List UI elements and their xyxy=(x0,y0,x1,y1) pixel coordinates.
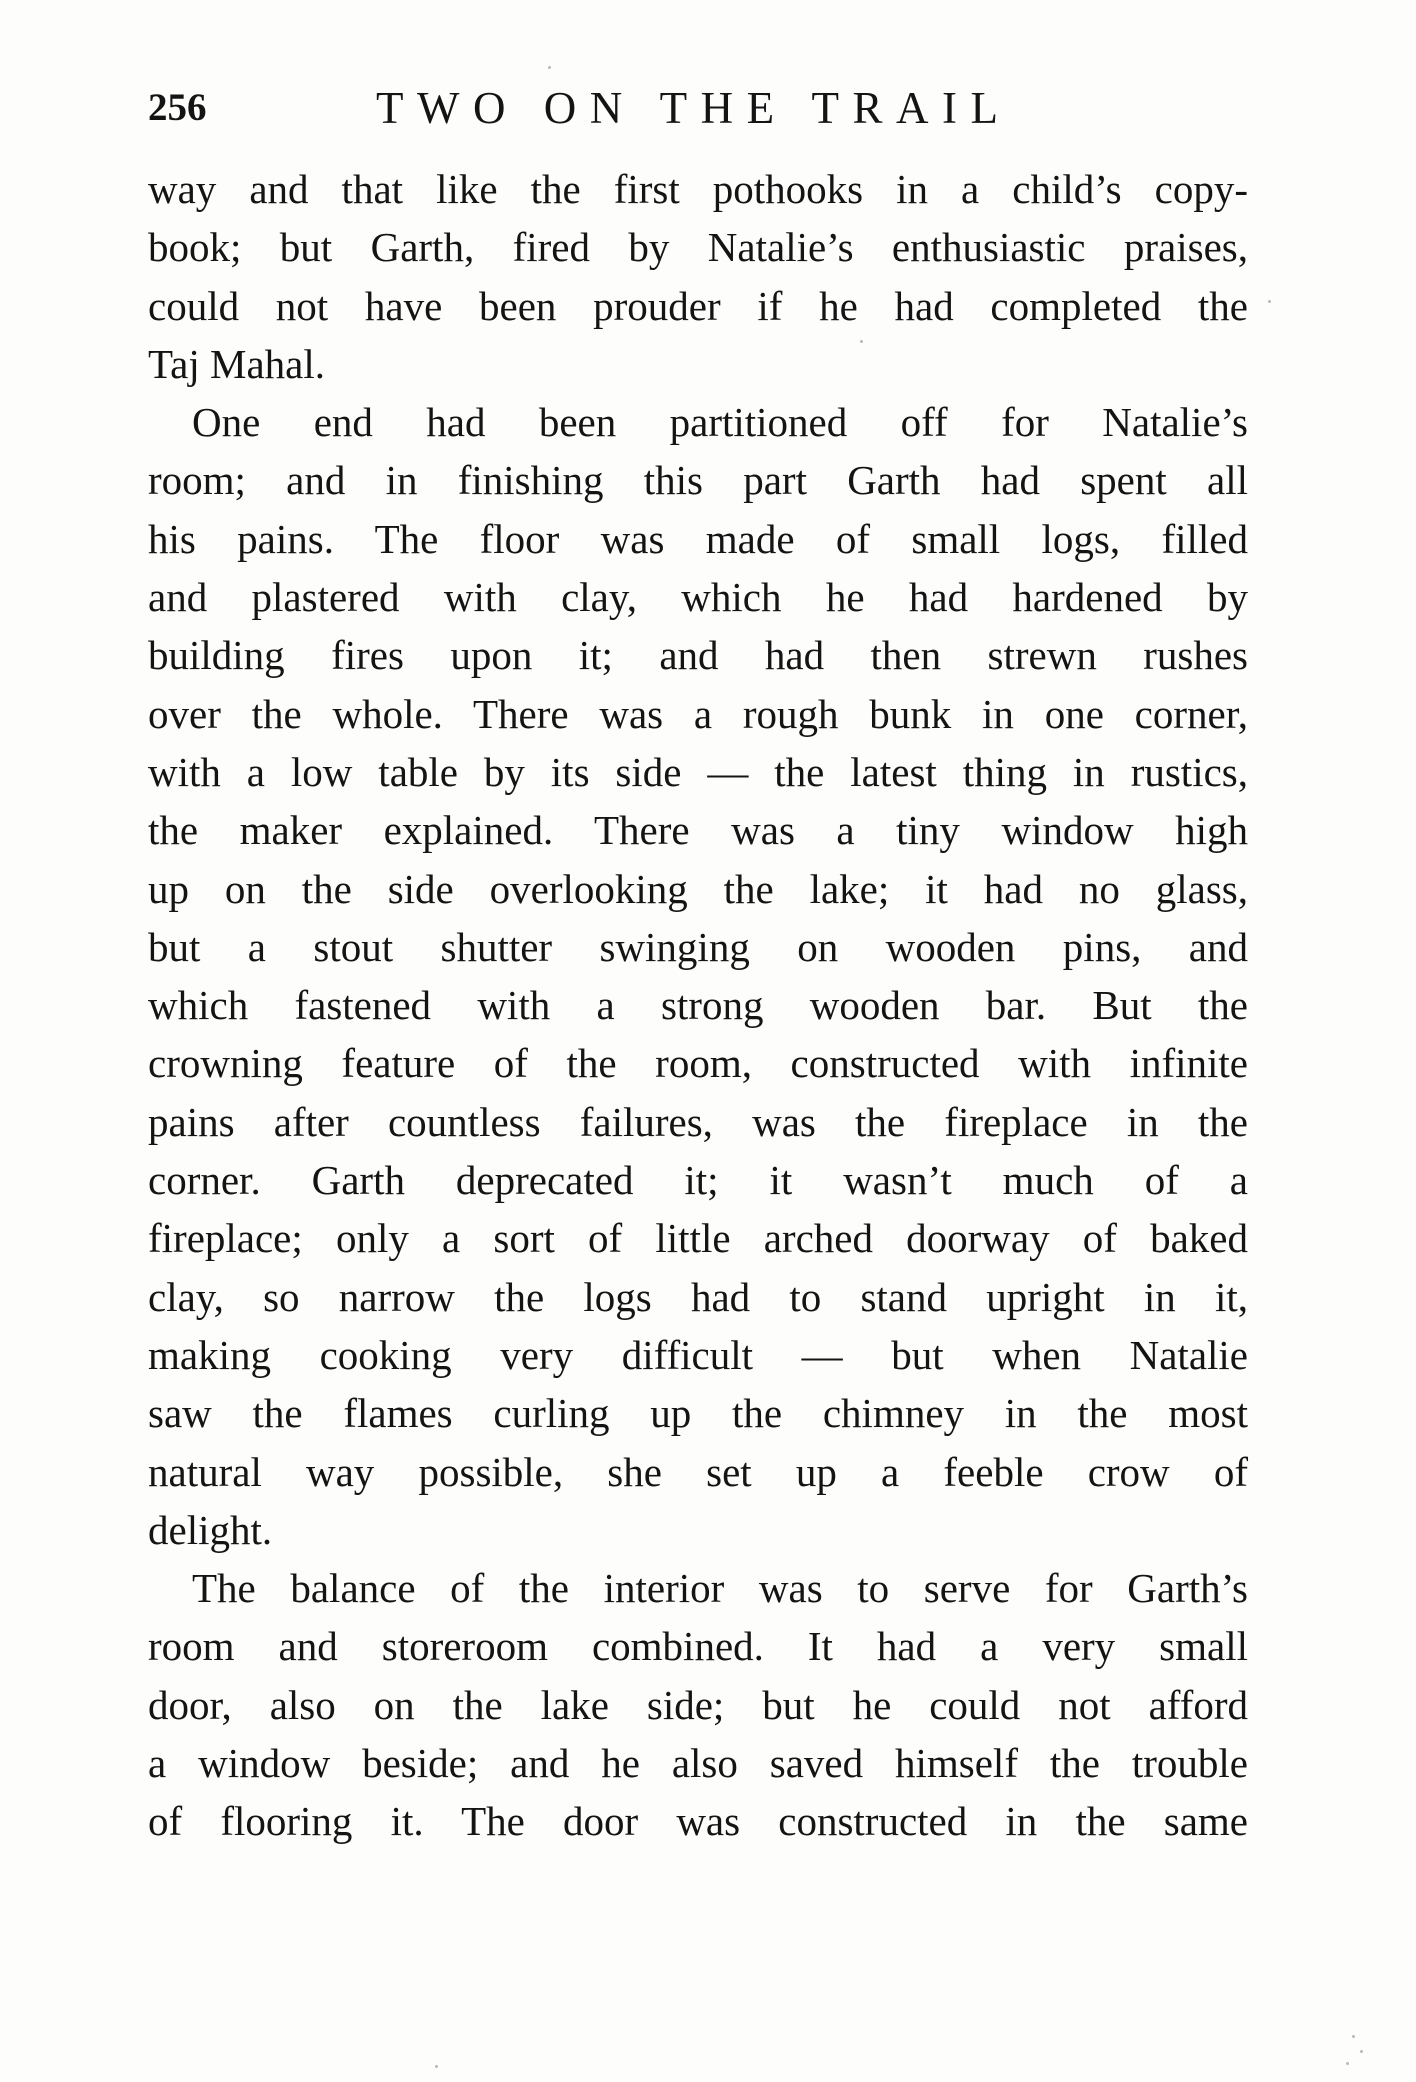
text-line: over the whole. There was a rough bunk in one corner, xyxy=(148,690,1248,737)
page-number: 256 xyxy=(148,86,207,129)
text-line: which fastened with a strong wooden bar. But the xyxy=(148,982,1248,1029)
text-line: way and that like the first pothooks in a child’s copy- xyxy=(148,166,1248,212)
text-line: corner. Garth deprecated it; it wasn’t much of a xyxy=(148,1157,1248,1204)
text-line: door, also on the lake side; but he could not afford xyxy=(148,1681,1248,1728)
text-line: room and storeroom combined. It had a very small xyxy=(148,1623,1248,1670)
text-line: the maker explained. There was a tiny window high xyxy=(148,807,1248,854)
body-text xyxy=(148,160,1248,1851)
running-head xyxy=(148,78,1248,138)
scan-speck xyxy=(548,66,551,69)
text-line: making cooking very difficult — but when Natalie xyxy=(148,1331,1248,1378)
text-line: natural way possible, she set up a feeble crow of xyxy=(148,1448,1248,1495)
text-line: his pains. The floor was made of small logs, filled xyxy=(148,515,1248,562)
text-line: saw the flames curling up the chimney in the most xyxy=(148,1390,1248,1437)
text-line: delight. xyxy=(148,1506,273,1553)
text-line: of flooring it. The door was constructed in the same xyxy=(148,1798,1248,1845)
text-line: book; but Garth, fired by Natalie’s enthusiastic praises, xyxy=(148,224,1248,271)
text-line: fireplace; only a sort of little arched doorway of baked xyxy=(148,1215,1248,1262)
text-line: up on the side overlooking the lake; it had no glass, xyxy=(148,865,1248,912)
text-line: could not have been prouder if he had completed the xyxy=(148,282,1248,329)
text-line: building fires upon it; and had then strewn rushes xyxy=(148,632,1248,679)
scan-speck xyxy=(860,340,863,343)
book-title: TWO ON THE TRAIL xyxy=(376,83,1012,133)
scan-speck xyxy=(435,2065,438,2068)
scan-speck xyxy=(1352,2035,1355,2038)
text-line: The balance of the interior was to serve for Garth’s xyxy=(192,1565,1248,1612)
text-line: room; and in finishing this part Garth had spent all xyxy=(148,457,1248,504)
text-line: but a stout shutter swinging on wooden pins, and xyxy=(148,923,1248,970)
scan-speck xyxy=(1360,2050,1363,2053)
text-line: a window beside; and he also saved himself the trouble xyxy=(148,1740,1248,1787)
text-line: clay, so narrow the logs had to stand upright in it, xyxy=(148,1273,1248,1320)
text-line: One end had been partitioned off for Natalie’s xyxy=(192,399,1248,446)
text-line: Taj Mahal. xyxy=(148,340,326,387)
text-line: and plastered with clay, which he had hardened by xyxy=(148,574,1248,621)
scan-speck xyxy=(1346,2062,1349,2065)
text-line: crowning feature of the room, constructed with infinite xyxy=(148,1040,1248,1087)
scan-speck xyxy=(1268,300,1271,303)
text-line: with a low table by its side — the latest thing in rustics, xyxy=(148,748,1248,795)
text-line: pains after countless failures, was the fireplace in the xyxy=(148,1098,1248,1145)
